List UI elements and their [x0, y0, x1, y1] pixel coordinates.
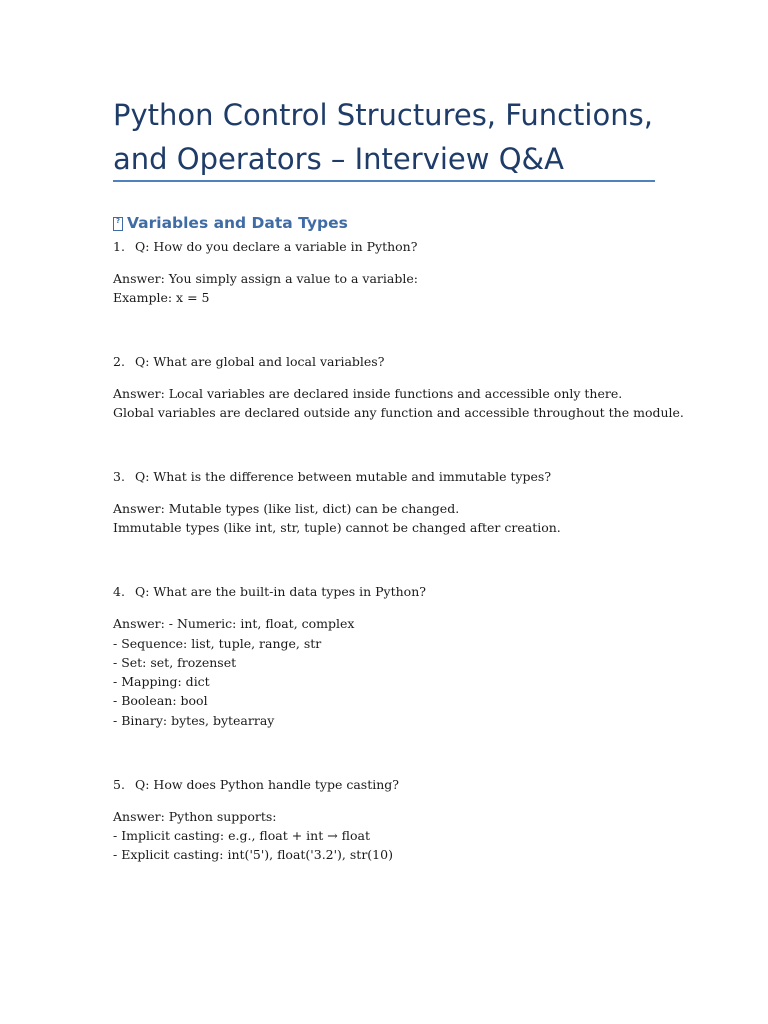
question-5	[113, 775, 399, 794]
answer-5-line-3: - Explicit casting: int('5'), float('3.2'), str(10)	[113, 847, 393, 862]
answer-1-line-1: Answer: You simply assign a value to a variable:	[113, 271, 418, 286]
question-3	[113, 467, 551, 486]
answer-3-line-2: Immutable types (like int, str, tuple) cannot be changed after creation.	[113, 520, 561, 535]
question-2-number: 2.	[113, 354, 125, 369]
question-2-text: Q: What are global and local variables?	[135, 354, 385, 369]
answer-4-line-4: - Mapping: dict	[113, 674, 210, 689]
document-title-line-1: Python Control Structures, Functions,	[113, 98, 653, 132]
question-2	[113, 352, 384, 371]
question-4	[113, 582, 426, 601]
question-3-text: Q: What is the difference between mutable and immutable types?	[135, 469, 552, 484]
answer-5-line-1: Answer: Python supports:	[113, 809, 277, 824]
answer-4-line-1: Answer: - Numeric: int, float, complex	[113, 616, 355, 631]
answer-3-line-1: Answer: Mutable types (like list, dict) can be changed.	[113, 501, 460, 516]
missing-glyph-icon: ?	[113, 217, 123, 231]
question-1-text: Q: How do you declare a variable in Python?	[135, 239, 418, 254]
question-4-number: 4.	[113, 584, 125, 599]
answer-2-line-2: Global variables are declared outside any function and accessible throughout the module.	[113, 405, 684, 420]
question-5-number: 5.	[113, 777, 125, 792]
answer-4-line-6: - Binary: bytes, bytearray	[113, 713, 275, 728]
answer-5-line-2: - Implicit casting: e.g., float + int → float	[113, 828, 370, 843]
section-heading-variables	[113, 212, 348, 234]
answer-1-line-2: Example: x = 5	[113, 290, 210, 305]
question-4-text: Q: What are the built-in data types in Python?	[135, 584, 426, 599]
answer-4-line-2: - Sequence: list, tuple, range, str	[113, 636, 322, 651]
section-heading-text: Variables and Data Types	[127, 214, 348, 232]
answer-4-line-5: - Boolean: bool	[113, 693, 208, 708]
question-1	[113, 237, 417, 256]
document-title-line-2: and Operators – Interview Q&A	[113, 142, 564, 176]
answer-2-line-1: Answer: Local variables are declared inside functions and accessible only there.	[113, 386, 623, 401]
title-underline-rule	[113, 180, 655, 182]
answer-4-line-3: - Set: set, frozenset	[113, 655, 237, 670]
document-title	[113, 93, 673, 181]
question-5-text: Q: How does Python handle type casting?	[135, 777, 399, 792]
question-1-number: 1.	[113, 239, 125, 254]
question-3-number: 3.	[113, 469, 125, 484]
